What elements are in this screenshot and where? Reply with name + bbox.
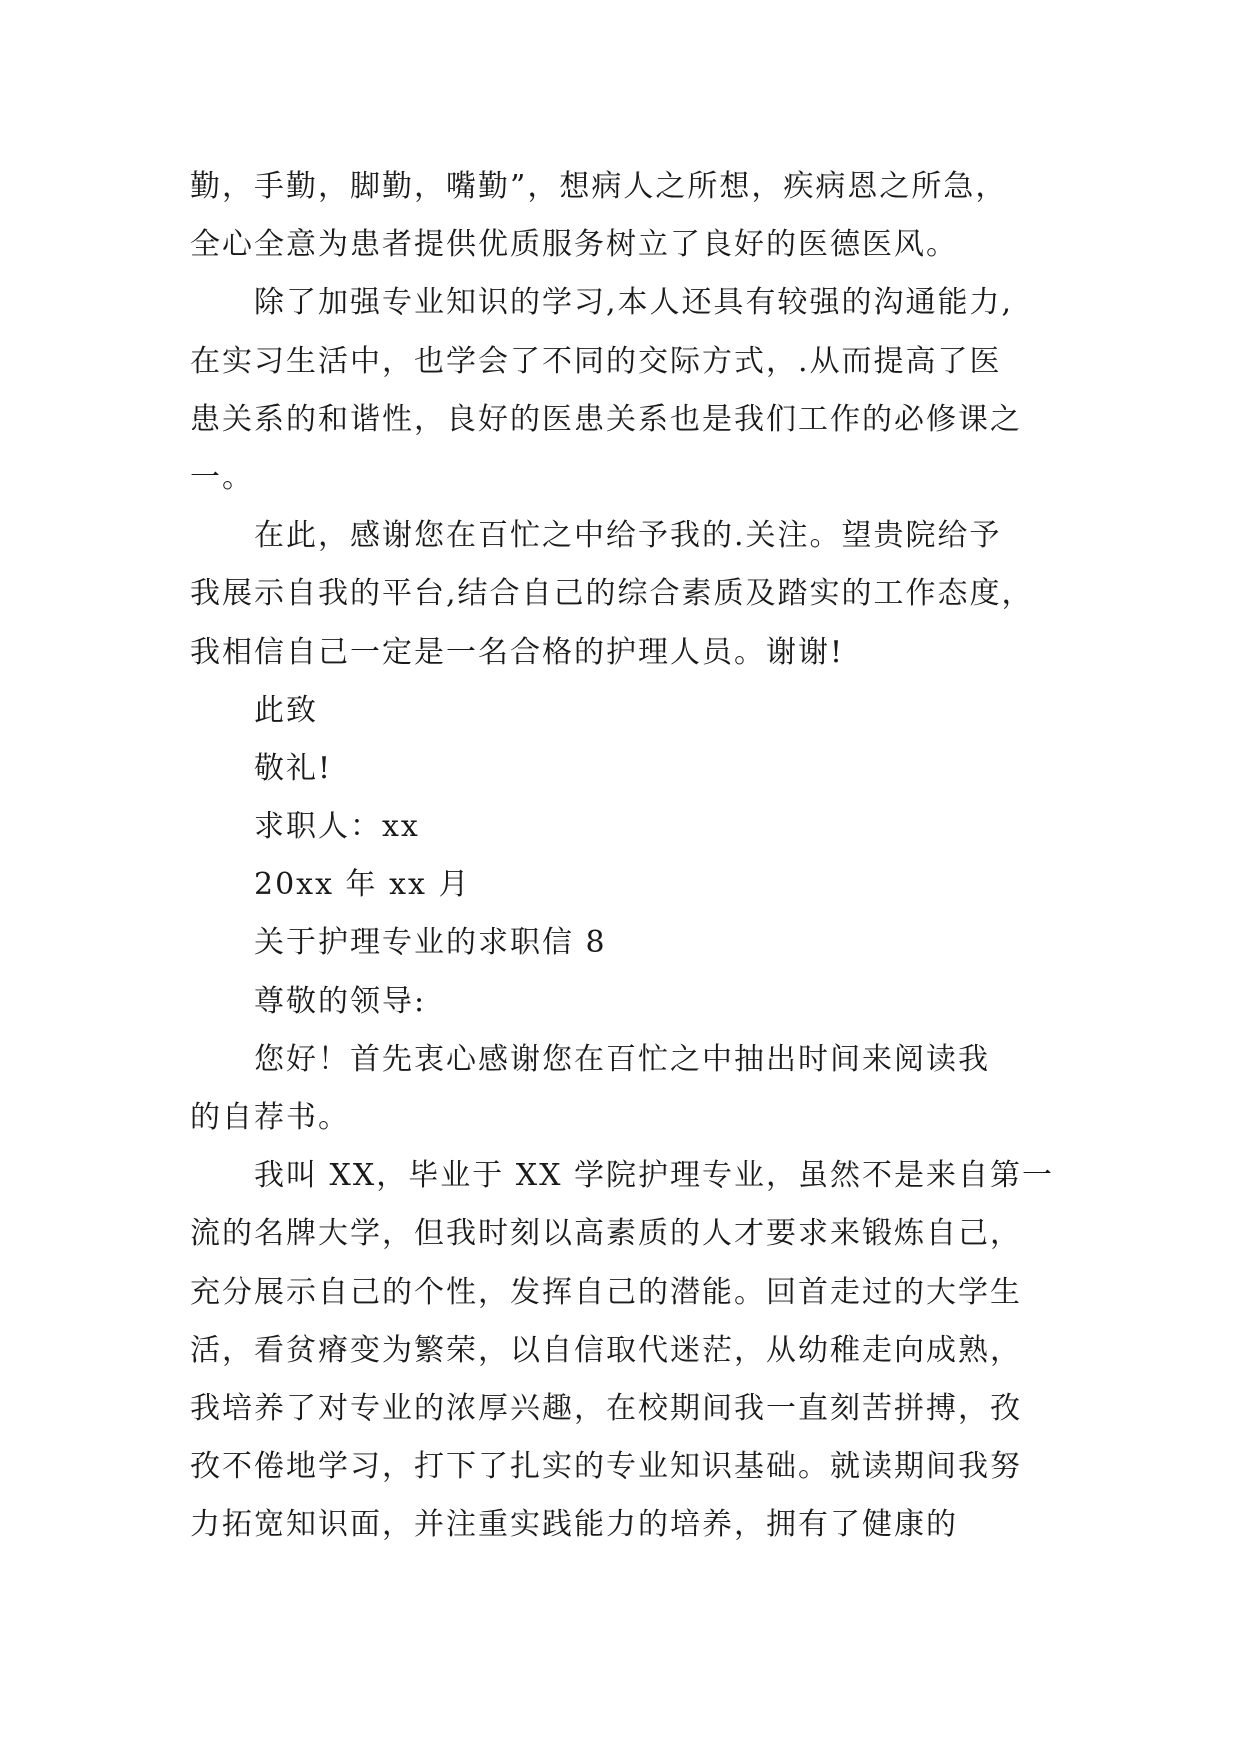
text-line: 在实习生活中，也学会了不同的交际方式，.从而提高了医	[190, 343, 1002, 379]
text-line: 一。	[190, 459, 254, 495]
text-line: 的自荐书。	[190, 1100, 350, 1135]
text-line: 活，看贫瘠变为繁荣，以自信取代迷茫，从幼稚走向成熟，	[190, 1332, 1022, 1368]
text-line: 我相信自己一定是一名合格的护理人员。谢谢!	[190, 634, 845, 670]
text-line: 我展示自我的平台,结合自己的综合素质及踏实的工作态度，	[190, 576, 1034, 612]
section-heading: 关于护理专业的求职信 8	[254, 925, 607, 961]
text-line: 力拓宽知识面，并注重实践能力的培养，拥有了健康的	[190, 1507, 958, 1543]
text-line: 流的名牌大学，但我时刻以高素质的人才要求来锻炼自己，	[190, 1216, 1022, 1252]
letter-greeting: 尊敬的领导:	[254, 983, 427, 1019]
text-line: 除了加强专业知识的学习,本人还具有较强的沟通能力,	[254, 285, 1014, 321]
text-line: 孜不倦地学习，打下了扎实的专业知识基础。就读期间我努	[190, 1449, 1022, 1485]
text-line: 患关系的和谐性，良好的医患关系也是我们工作的必修课之	[190, 401, 1022, 437]
closing-salutation: 此致	[254, 692, 318, 728]
applicant-signature: 求职人：xx	[254, 809, 420, 845]
letter-date: 20xx 年 xx 月	[254, 867, 471, 903]
text-line: 全心全意为患者提供优质服务树立了良好的医德医风。	[190, 227, 958, 263]
text-line: 您好！首先衷心感谢您在百忙之中抽出时间来阅读我	[254, 1041, 990, 1077]
text-line: 在此，感谢您在百忙之中给予我的.关注。望贵院给予	[254, 518, 1002, 554]
text-line: 充分展示自己的个性，发挥自己的潜能。回首走过的大学生	[190, 1274, 1022, 1310]
document-body	[190, 158, 1090, 1555]
closing-regards: 敬礼!	[254, 750, 333, 786]
text-line: 我培养了对专业的浓厚兴趣，在校期间我一直刻苦拼搏，孜	[190, 1390, 1022, 1426]
text-line: 勤，手勤，脚勤，嘴勤”，想病人之所想，疾病恩之所急，	[190, 169, 1008, 204]
text-line: 我叫 XX，毕业于 XX 学院护理专业，虽然不是来自第一	[254, 1158, 1055, 1194]
